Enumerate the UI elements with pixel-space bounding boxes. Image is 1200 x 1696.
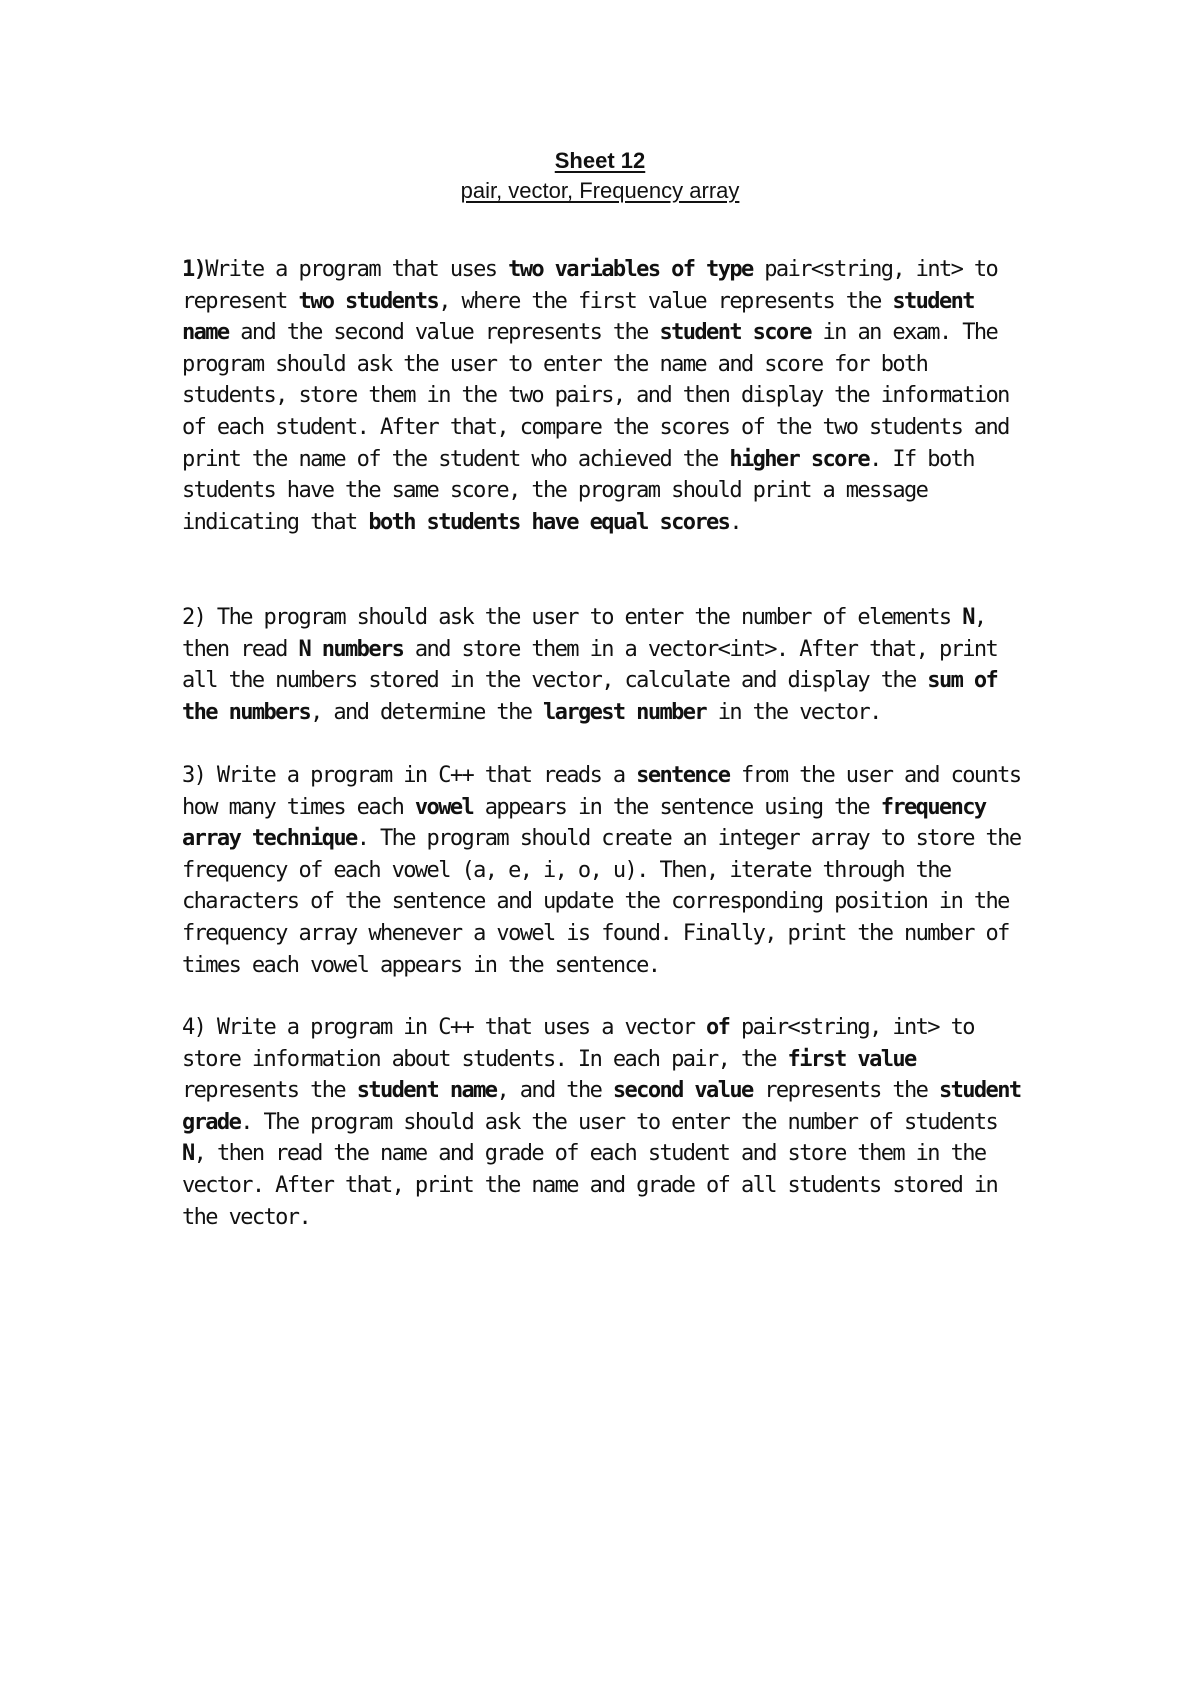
emphasis-text: higher score (729, 446, 870, 472)
body-text: , then read the name and grade of each student and store them in the vector. After that, print the name and grade of all students stored in the vector. (182, 1141, 998, 1230)
emphasis-text: largest number (543, 699, 707, 725)
body-text: 2) The program should ask the user to enter the number of elements (182, 605, 963, 630)
body-text: . (729, 509, 741, 535)
emphasis-text: N (182, 1141, 194, 1167)
emphasis-text: first value (787, 1046, 916, 1072)
body-text: . The program should create an integer array to store the frequency of each vowel (a, e, i, o, u). Then, iterate through the characters of the sentence and update the corresponding position in the frequency array whenever a vowel is found. Finally, print the number of times each vowel appears in the sentence. (182, 826, 1021, 978)
body-text: . The program should ask the user to enter the number of students (240, 1109, 998, 1135)
emphasis-text: sentence (636, 763, 730, 788)
emphasis-text: two students (298, 288, 439, 314)
emphasis-text: N (962, 605, 974, 630)
body-text: , and the (496, 1078, 613, 1104)
body-text: pair<string, int> to represent (182, 257, 998, 314)
emphasis-text: vowel (414, 794, 474, 820)
emphasis-text: sum of the numbers (182, 668, 998, 725)
question-3 (182, 760, 1032, 981)
emphasis-text: student grade (182, 1078, 1021, 1135)
body-text: and store them in a vector<int>. After that, print all the numbers stored in the vector, calculate and display the (182, 636, 998, 694)
body-text: in an exam. The program should ask the user to enter the name and score for both students, store them in the two pairs, and then display the information of each student. After that, compare the scores of the two students and print the name of the student who achieved the (182, 320, 1009, 472)
body-text: , where the first value represents the (438, 288, 893, 314)
page-subtitle: pair, vector, Frequency array (460, 178, 740, 203)
emphasis-text: N numbers (298, 636, 404, 662)
body-text: 3) Write a program in C++ that reads a (182, 763, 637, 788)
question-4 (182, 1012, 1032, 1233)
body-text: from the user and counts how many times each (182, 763, 1021, 820)
body-text: . If both students have the same score, the program should print a message indicating that (182, 446, 974, 535)
emphasis-text: both students have equal scores (368, 509, 730, 535)
question-1 (182, 254, 1032, 538)
emphasis-text: 1) (182, 257, 206, 282)
emphasis-text: frequency array technique (182, 794, 986, 852)
emphasis-text: of (706, 1015, 730, 1040)
body-text: represents the (752, 1078, 939, 1104)
body-text: , then read (182, 605, 986, 662)
emphasis-text: student name (182, 288, 974, 346)
body-text: , and determine the (310, 699, 544, 725)
question-2 (182, 602, 1032, 728)
body-text: 4) Write a program in C++ that uses a vector (182, 1015, 707, 1040)
body-text: Write a program that uses (205, 257, 509, 282)
body-text: pair<string, int> to store information about students. In each pair, the (182, 1015, 974, 1072)
emphasis-text: two variables of type (508, 257, 753, 282)
page-title: Sheet 12 (554, 148, 646, 173)
emphasis-text: student name (356, 1078, 497, 1104)
body-text: and the second value represents the (228, 320, 660, 346)
body-text: in the vector. (706, 699, 881, 725)
emphasis-text: second value (612, 1078, 753, 1104)
body-text: appears in the sentence using the (473, 794, 881, 820)
body-text: represents the (182, 1078, 357, 1104)
emphasis-text: student score (659, 320, 811, 346)
